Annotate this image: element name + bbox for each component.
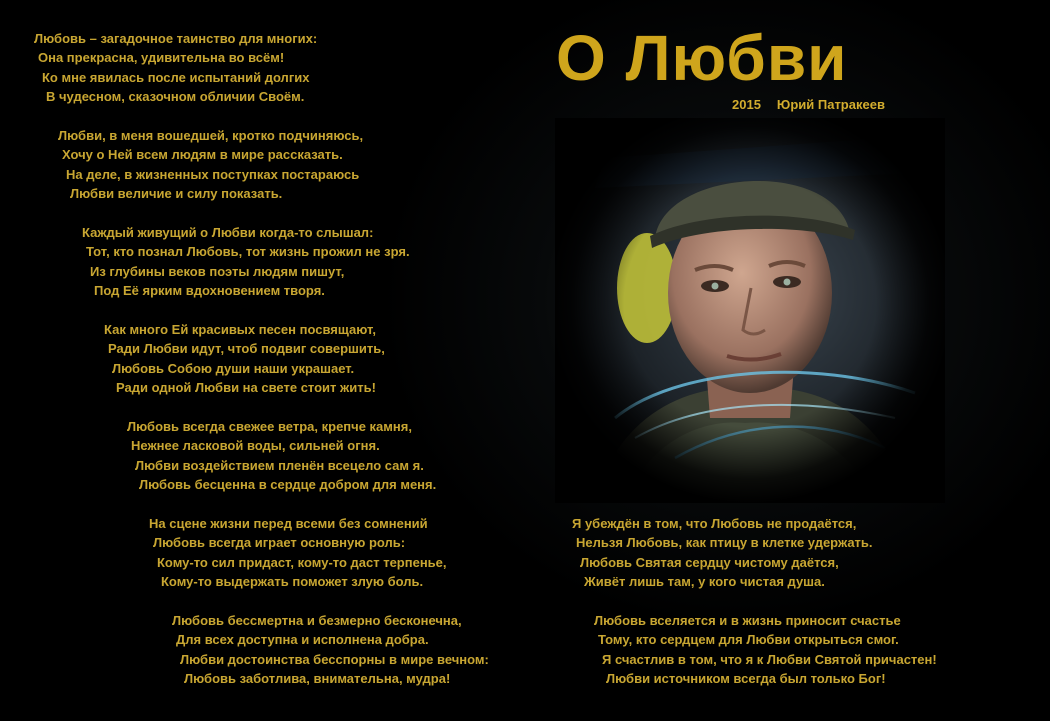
poem-line: Любовь Святая сердцу чистому даётся, (580, 554, 839, 570)
poem-line: Хочу о Ней всем людям в мире рассказать. (62, 147, 343, 163)
poem-line: Под Её ярким вдохновением творя. (94, 282, 325, 298)
poem-line: Любви, в меня вошедшей, кротко подчиняюсь, (58, 128, 364, 143)
poem-line: Любви величие и силу показать. (70, 185, 283, 201)
stanza-4 (104, 320, 385, 397)
poem-line: Я убеждён в том, что Любовь не продаётся, (572, 516, 857, 531)
poem-line: Любовь бессмертна и безмерно бесконечна, (172, 613, 462, 628)
poem-line: Любви достоинства бесспорны в мире вечном: (180, 651, 489, 667)
poem-line: Каждый живущий о Любви когда-то слышал: (82, 225, 374, 240)
poem-line: Кому-то выдержать поможет злую боль. (161, 573, 424, 589)
stanza-6 (149, 514, 447, 591)
poem-line: Нельзя Любовь, как птицу в клетке удержать. (576, 535, 873, 551)
poem-line: На деле, в жизненных поступках постараюсь (66, 166, 360, 182)
poem-line: Любовь заботлива, внимательна, мудра! (184, 670, 451, 686)
poem-line: Любви воздействием пленён всецело сам я. (135, 457, 424, 473)
poem-line: Кому-то сил придаст, кому-то даст терпенье, (157, 554, 447, 570)
stanza-7 (172, 611, 489, 688)
poem-line: Как много Ей красивых песен посвящают, (104, 322, 376, 337)
poem-line: Любовь бесценна в сердце добром для меня. (139, 476, 437, 492)
poem-line: В чудесном, сказочном обличии Своём. (46, 88, 305, 104)
poem-line: Ради Любви идут, чтоб подвиг совершить, (108, 341, 385, 357)
stanza-1 (34, 29, 317, 106)
byline (732, 97, 885, 112)
poem-line: Из глубины веков поэты людям пишут, (90, 263, 345, 279)
stanza-9 (594, 611, 937, 688)
poem-line: Ради одной Любви на свете стоит жить! (116, 379, 376, 395)
author-portrait (555, 118, 945, 503)
poem-line: Ко мне явилась после испытаний долгих (42, 69, 310, 85)
poem-line: Тому, кто сердцем для Любви открыться смог. (598, 632, 899, 648)
poem-line: Я счастлив в том, что я к Любви Святой причастен! (602, 651, 937, 667)
poem-line: Любви источником всегда был только Бог! (606, 670, 886, 686)
stanza-3 (82, 223, 410, 300)
poem-line: Живёт лишь там, у кого чистая душа. (584, 573, 825, 589)
stanza-2 (58, 126, 363, 203)
poem-line: На сцене жизни перед всеми без сомнений (149, 516, 428, 531)
poem-line: Любовь Собою души наши украшает. (112, 360, 355, 376)
poem-line: Любовь вселяется и в жизнь приносит счастье (594, 613, 901, 628)
poem-line: Она прекрасна, удивительна во всём! (38, 50, 285, 66)
stanza-5 (127, 417, 436, 494)
poem-line: Для всех доступна и исполнена добра. (176, 632, 429, 648)
byline-author: Юрий Патракеев (776, 97, 885, 112)
poem-line: Любовь всегда свежее ветра, крепче камня, (127, 419, 412, 434)
poem-line: Любовь всегда играет основную роль: (153, 535, 406, 551)
byline-year: 2015 (732, 97, 761, 112)
poem-line: Тот, кто познал Любовь, тот жизнь прожил не зря. (86, 244, 410, 260)
poem-line: Любовь – загадочное таинство для многих: (34, 31, 318, 46)
stanza-8 (572, 514, 873, 591)
page-title: О Любви (556, 22, 848, 94)
poem-line: Нежнее ласковой воды, сильней огня. (131, 438, 380, 454)
